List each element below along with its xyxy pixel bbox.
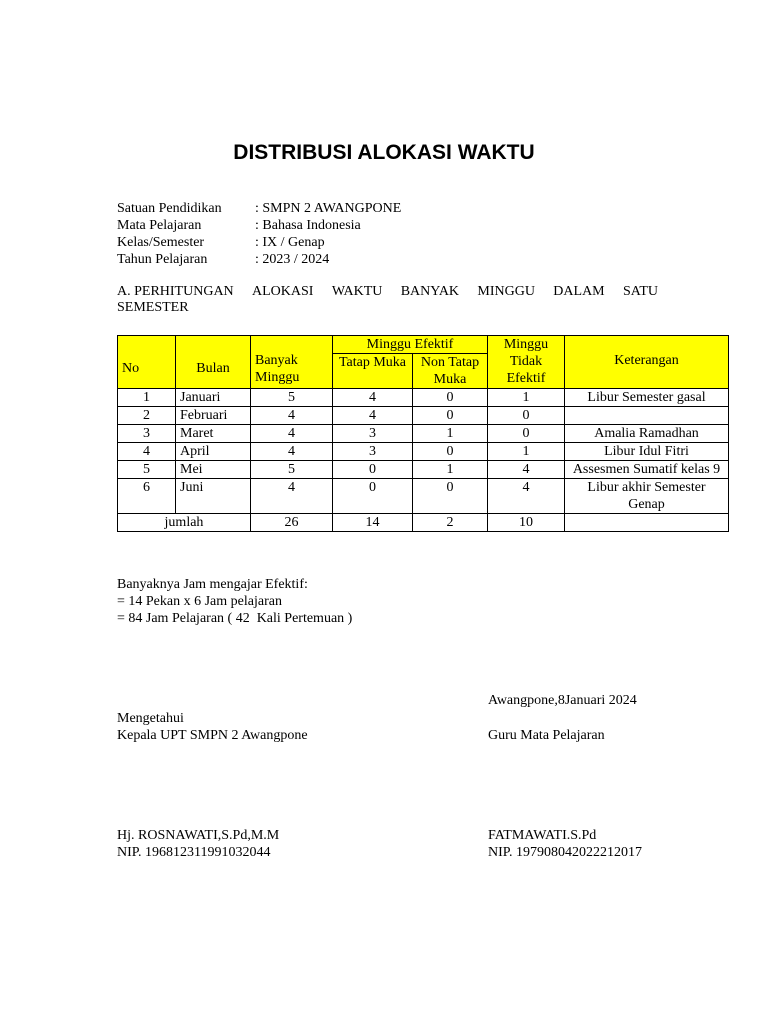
teacher-name: FATMAWATI.S.Pd <box>488 828 597 843</box>
cell-tidak: 1 <box>488 389 565 407</box>
summary <box>117 576 352 627</box>
cell-bulan: Mei <box>176 461 251 479</box>
cell-tatap: 0 <box>333 461 413 479</box>
cell-tatap: 4 <box>333 389 413 407</box>
info-row-mapel <box>117 217 401 234</box>
cell-banyak: 5 <box>251 461 333 479</box>
header-tatap-muka: Tatap Muka <box>333 354 413 389</box>
table-row <box>118 425 729 443</box>
cell-tidak: 4 <box>488 461 565 479</box>
info-row-kelas <box>117 234 401 251</box>
page-title: DISTRIBUSI ALOKASI WAKTU <box>233 141 535 164</box>
teacher-nip: NIP. 197908042022212017 <box>488 845 643 860</box>
cell-total-tidak: 10 <box>488 514 565 532</box>
info-label: Kelas/Semester <box>117 235 205 250</box>
cell-no: 5 <box>118 461 176 479</box>
cell-non: 0 <box>413 479 488 514</box>
cell-bulan: Juni <box>176 479 251 514</box>
cell-tidak: 0 <box>488 425 565 443</box>
cell-bulan: Maret <box>176 425 251 443</box>
info-row-satuan <box>117 200 401 217</box>
cell-banyak: 4 <box>251 443 333 461</box>
cell-tidak: 0 <box>488 407 565 425</box>
table-row <box>118 443 729 461</box>
cell-ket: Amalia Ramadhan <box>565 425 729 443</box>
cell-no: 2 <box>118 407 176 425</box>
cell-tatap: 3 <box>333 425 413 443</box>
cell-tidak: 4 <box>488 479 565 514</box>
cell-ket: Libur akhir Semester Genap <box>565 479 729 514</box>
cell-total-tatap: 14 <box>333 514 413 532</box>
cell-ket <box>565 407 729 425</box>
info-value: : Bahasa Indonesia <box>255 218 361 233</box>
header-non-tatap-muka: Non Tatap Muka <box>413 354 488 389</box>
table-row <box>118 479 729 514</box>
info-row-tahun <box>117 251 401 268</box>
summary-line: = 84 Jam Pelajaran ( 42 Kali Pertemuan ) <box>117 611 353 626</box>
cell-no: 4 <box>118 443 176 461</box>
table-header-row <box>118 336 729 354</box>
section-heading-line1 <box>117 284 658 300</box>
teacher-title: Guru Mata Pelajaran <box>488 728 605 743</box>
cell-ket: Libur Semester gasal <box>565 389 729 407</box>
signature-left-name-block <box>117 827 279 861</box>
cell-tatap: 0 <box>333 479 413 514</box>
section-word: ALOKASI <box>252 284 314 299</box>
section-word: MINGGU <box>477 284 535 299</box>
info-label: Satuan Pendidikan <box>117 201 222 216</box>
cell-banyak: 4 <box>251 407 333 425</box>
cell-tatap: 4 <box>333 407 413 425</box>
info-value: : IX / Genap <box>255 235 325 250</box>
section-heading-line2: SEMESTER <box>117 300 189 315</box>
cell-banyak: 5 <box>251 389 333 407</box>
cell-bulan: Januari <box>176 389 251 407</box>
cell-ket: Libur Idul Fitri <box>565 443 729 461</box>
section-word: WAKTU <box>331 284 383 299</box>
principal-title: Kepala UPT SMPN 2 Awangpone <box>117 728 308 743</box>
cell-non: 0 <box>413 389 488 407</box>
summary-line: Banyaknya Jam mengajar Efektif: <box>117 577 308 592</box>
section-word: SATU <box>622 284 658 299</box>
cell-non: 0 <box>413 407 488 425</box>
header-bulan: Bulan <box>176 336 251 389</box>
cell-bulan: April <box>176 443 251 461</box>
cell-no: 6 <box>118 479 176 514</box>
section-heading <box>117 284 658 316</box>
signature-right-name-block <box>488 827 642 861</box>
table-row <box>118 407 729 425</box>
table-total-row <box>118 514 729 532</box>
info-value: : SMPN 2 AWANGPONE <box>255 201 402 216</box>
signature-left-title <box>117 710 308 744</box>
header-minggu-efektif: Minggu Efektif <box>333 336 488 354</box>
summary-line: = 14 Pekan x 6 Jam pelajaran <box>117 594 282 609</box>
header-keterangan: Keterangan <box>565 336 729 389</box>
cell-total-non: 2 <box>413 514 488 532</box>
cell-non: 0 <box>413 443 488 461</box>
mengetahui-label: Mengetahui <box>117 711 184 726</box>
cell-no: 1 <box>118 389 176 407</box>
table-row <box>118 461 729 479</box>
allocation-table <box>117 335 729 532</box>
header-no: No <box>118 336 176 389</box>
cell-tatap: 3 <box>333 443 413 461</box>
section-word: DALAM <box>553 284 605 299</box>
header-minggu-tidak-efektif: Minggu Tidak Efektif <box>488 336 565 389</box>
cell-non: 1 <box>413 425 488 443</box>
cell-ket: Assesmen Sumatif kelas 9 <box>565 461 729 479</box>
school-info <box>117 200 401 268</box>
principal-name: Hj. ROSNAWATI,S.Pd,M.M <box>117 828 280 843</box>
section-word: BANYAK <box>400 284 460 299</box>
table-row <box>118 389 729 407</box>
cell-banyak: 4 <box>251 479 333 514</box>
cell-non: 1 <box>413 461 488 479</box>
cell-bulan: Februari <box>176 407 251 425</box>
cell-total-banyak: 26 <box>251 514 333 532</box>
header-banyak-minggu: Banyak Minggu <box>251 336 333 389</box>
cell-banyak: 4 <box>251 425 333 443</box>
info-label: Mata Pelajaran <box>117 218 202 233</box>
info-label: Tahun Pelajaran <box>117 252 208 267</box>
section-word: A. PERHITUNGAN <box>117 284 234 299</box>
cell-tidak: 1 <box>488 443 565 461</box>
cell-no: 3 <box>118 425 176 443</box>
info-value: : 2023 / 2024 <box>255 252 330 267</box>
cell-total-ket <box>565 514 729 532</box>
principal-nip: NIP. 196812311991032044 <box>117 845 271 860</box>
cell-jumlah-label: jumlah <box>118 514 251 532</box>
place-date: Awangpone,8Januari 2024 <box>488 693 637 708</box>
